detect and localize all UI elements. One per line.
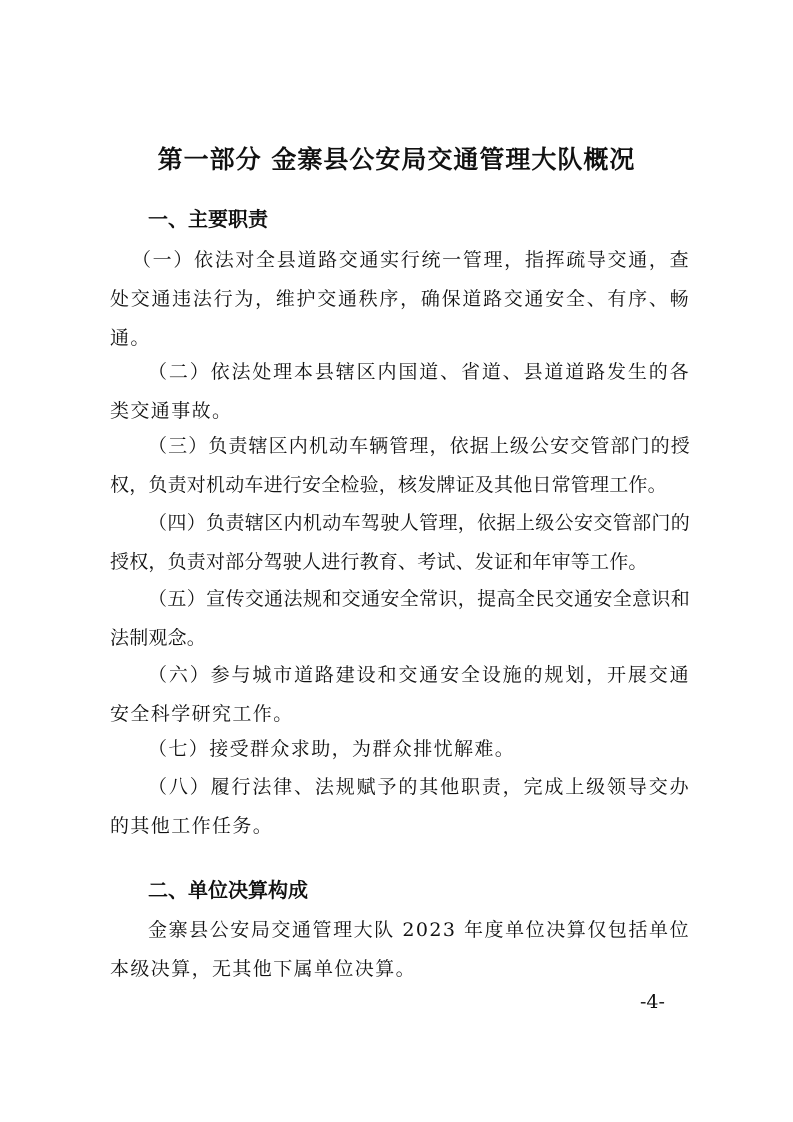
- duty-item-3: （三）负责辖区内机动车辆管理，依据上级公安交管部门的授权，负责对机动车进行安全检验，核发牌证及其他日常管理工作。: [110, 435, 690, 496]
- duty-item-5: （五）宣传交通法规和交通安全常识，提高全民交通安全意识和法制观念。: [110, 588, 690, 649]
- duty-item-7: （七）接受群众求助，为群众排忧解难。: [148, 738, 516, 760]
- section-heading-budget-composition: 二、单位决算构成: [148, 878, 308, 902]
- duty-item-8: （八）履行法律、法规赋予的其他职责，完成上级领导交办的其他工作任务。: [110, 776, 690, 837]
- document-title: 第一部分 金寨县公安局交通管理大队概况: [157, 145, 636, 174]
- budget-composition-text: 金寨县公安局交通管理大队 2023 年度单位决算仅包括单位本级决算，无其他下属单位决算。: [110, 919, 690, 980]
- section-heading-main-duties: 一、主要职责: [148, 207, 268, 231]
- duty-item-1: （一）依法对全县道路交通实行统一管理，指挥疏导交通，查处交通违法行为，维护交通秩序，确保道路交通安全、有序、畅通。: [110, 249, 690, 349]
- duty-item-6: （六）参与城市道路建设和交通安全设施的规划，开展交通安全科学研究工作。: [110, 664, 690, 725]
- duty-item-4: （四）负责辖区内机动车驾驶人管理，依据上级公安交管部门的授权，负责对部分驾驶人进行教育、考试、发证和年审等工作。: [110, 512, 690, 573]
- page-number: -4-: [640, 991, 665, 1013]
- duty-item-2: （二）依法处理本县辖区内国道、省道、县道道路发生的各类交通事故。: [110, 361, 690, 422]
